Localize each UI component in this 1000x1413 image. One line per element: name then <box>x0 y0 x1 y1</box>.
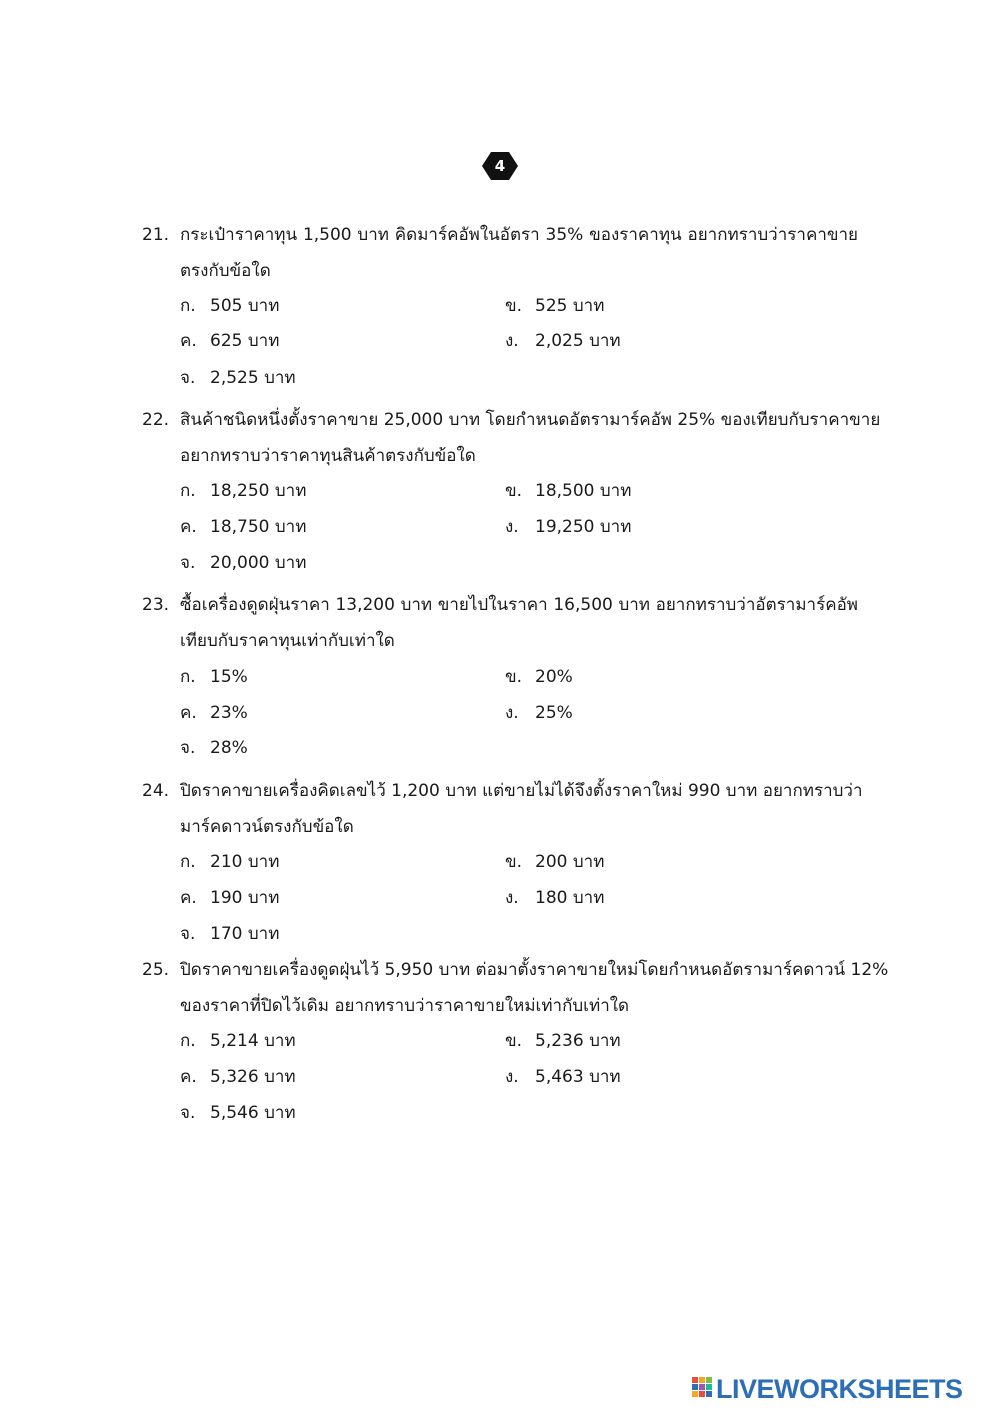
question-line <box>142 952 889 988</box>
choice-value: 18,500 บาท <box>535 481 632 501</box>
choice-value: 18,750 บาท <box>210 517 307 537</box>
question-25 <box>142 952 889 1024</box>
choice-value: 5,546 บาท <box>210 1103 296 1123</box>
question-text: ปิดราคาขายเครื่องคิดเลขไว้ 1,200 บาท แต่ขายไม่ได้จึงตั้งราคาใหม่ 990 บาท อยากทราบว่า <box>180 781 863 801</box>
choice-letter: ค. <box>180 1067 197 1087</box>
question-line <box>142 988 862 1024</box>
choice-value: 180 บาท <box>535 888 605 908</box>
question-number: 24. <box>142 781 170 801</box>
question-text: มาร์คดาวน์ตรงกับข้อใด <box>180 817 354 837</box>
choice-letter: จ. <box>180 738 196 758</box>
choice-letter: ค. <box>180 517 197 537</box>
choice-letter: ข. <box>505 481 523 501</box>
choice-value: 20,000 บาท <box>210 553 307 573</box>
choice-value: 20% <box>535 667 573 687</box>
choice-value: 625 บาท <box>210 331 280 351</box>
choice-value: 2,025 บาท <box>535 331 621 351</box>
choice-letter: ค. <box>180 331 197 351</box>
choice-letter: ก. <box>180 1031 196 1051</box>
choice-value: 28% <box>210 738 248 758</box>
liveworksheets-logo-icon <box>692 1377 714 1401</box>
question-text: กระเป๋าราคาทุน 1,500 บาท คิดมาร์คอัพในอัตรา 35% ของราคาทุน อยากทราบว่าราคาขาย <box>180 225 858 245</box>
choice-value: 200 บาท <box>535 852 605 872</box>
choice-value: 170 บาท <box>210 924 280 944</box>
choice-value: 25% <box>535 703 573 723</box>
choice-letter: จ. <box>180 368 196 388</box>
choice-letter: ข. <box>505 852 523 872</box>
question-21 <box>142 217 862 289</box>
choice-letter: ข. <box>505 1031 523 1051</box>
choice-letter: ง. <box>505 517 519 537</box>
choice-letter: จ. <box>180 924 196 944</box>
question-text: ตรงกับข้อใด <box>180 261 271 281</box>
question-number: 23. <box>142 595 170 615</box>
question-23 <box>142 587 862 659</box>
choice-letter: ง. <box>505 703 519 723</box>
question-text: ปิดราคาขายเครื่องดูดฝุ่นไว้ 5,950 บาท ต่อมาตั้งราคาขายใหม่โดยกำหนดอัตรามาร์คดาวน์ 12% <box>180 960 889 980</box>
question-number: 22. <box>142 410 170 430</box>
choice-letter: ก. <box>180 481 196 501</box>
choice-letter: ง. <box>505 888 519 908</box>
choice-value: 210 บาท <box>210 852 280 872</box>
choice-value: 5,463 บาท <box>535 1067 621 1087</box>
choice-value: 19,250 บาท <box>535 517 632 537</box>
choice-letter: ก. <box>180 296 196 316</box>
question-line <box>142 809 862 845</box>
question-22 <box>142 402 881 474</box>
choice-letter: ข. <box>505 296 523 316</box>
choice-letter: ก. <box>180 667 196 687</box>
page-number-badge <box>482 152 518 180</box>
choice-value: 5,236 บาท <box>535 1031 621 1051</box>
liveworksheets-wordmark: LIVEWORKSHEETS <box>716 1374 963 1404</box>
choice-value: 190 บาท <box>210 888 280 908</box>
choice-value: 525 บาท <box>535 296 605 316</box>
question-line <box>142 402 881 438</box>
choice-letter: ค. <box>180 888 197 908</box>
choice-letter: ง. <box>505 1067 519 1087</box>
question-line <box>142 217 862 253</box>
choice-letter: จ. <box>180 553 196 573</box>
choice-value: 5,214 บาท <box>210 1031 296 1051</box>
question-text: ของราคาที่ปิดไว้เดิม อยากทราบว่าราคาขายใหม่เท่ากับเท่าใด <box>180 996 630 1016</box>
choice-value: 5,326 บาท <box>210 1067 296 1087</box>
question-line <box>142 623 862 659</box>
question-number: 25. <box>142 960 170 980</box>
question-text: ซื้อเครื่องดูดฝุ่นราคา 13,200 บาท ขายไปในราคา 16,500 บาท อยากทราบว่าอัตรามาร์คอัพ <box>180 595 858 615</box>
question-text: สินค้าชนิดหนึ่งตั้งราคาขาย 25,000 บาท โดยกำหนดอัตรามาร์คอัพ 25% ของเทียบกับราคาขาย <box>180 410 881 430</box>
question-line <box>142 773 862 809</box>
choice-value: 2,525 บาท <box>210 368 296 388</box>
choice-letter: จ. <box>180 1103 196 1123</box>
liveworksheets-brand[interactable] <box>692 1371 992 1407</box>
question-line <box>142 253 862 289</box>
choice-letter: ค. <box>180 703 197 723</box>
question-line <box>142 587 862 623</box>
question-text: อยากทราบว่าราคาทุนสินค้าตรงกับข้อใด <box>180 446 476 466</box>
question-24 <box>142 773 862 845</box>
question-text: เทียบกับราคาทุนเท่ากับเท่าใด <box>180 631 395 651</box>
choice-value: 505 บาท <box>210 296 280 316</box>
question-number: 21. <box>142 225 170 245</box>
choice-value: 23% <box>210 703 248 723</box>
choice-letter: ง. <box>505 331 519 351</box>
question-line <box>142 438 862 474</box>
choice-value: 15% <box>210 667 248 687</box>
choice-letter: ก. <box>180 852 196 872</box>
choice-value: 18,250 บาท <box>210 481 307 501</box>
page-number: 4 <box>494 157 506 175</box>
choice-letter: ข. <box>505 667 523 687</box>
